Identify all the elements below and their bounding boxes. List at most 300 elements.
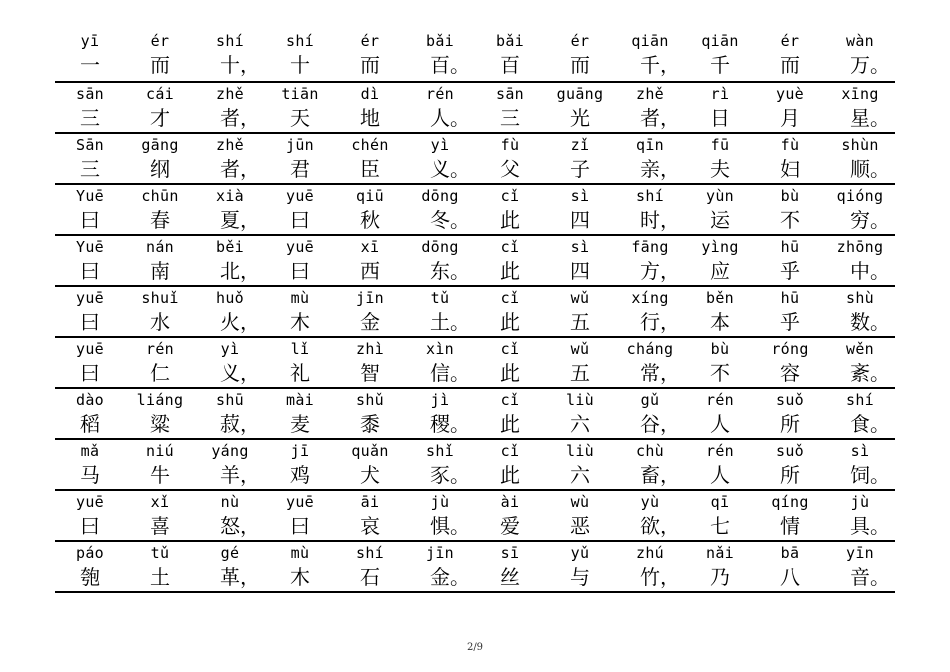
character-cell (55, 491, 125, 540)
character-cell (685, 542, 755, 591)
character-cell (545, 185, 615, 234)
character-cell (755, 185, 825, 234)
hanzi-character: 七 (710, 514, 730, 538)
hanzi-character: 信。 (430, 361, 470, 385)
character-cell (615, 185, 685, 234)
pinyin-label: qī (710, 493, 730, 511)
character-cell (405, 287, 475, 336)
character-cell (265, 287, 335, 336)
hanzi-character: 夫 (710, 157, 730, 181)
pinyin-label: yuē (76, 493, 104, 511)
text-line (55, 491, 895, 542)
pinyin-label: zǐ (570, 136, 590, 154)
hanzi-character: 恶 (570, 514, 590, 538)
hanzi-character: 菽， (220, 412, 260, 436)
pinyin-label: mǎ (80, 442, 100, 460)
character-cell (405, 389, 475, 438)
character-cell (55, 338, 125, 387)
character-cell (615, 83, 685, 132)
character-cell (55, 30, 125, 81)
character-cell (265, 491, 335, 540)
pinyin-label: dōng (421, 238, 459, 256)
page-number: 2/9 (466, 642, 484, 653)
pinyin-label: qiān (701, 32, 739, 50)
hanzi-character: 土 (150, 565, 170, 589)
pinyin-label: cǐ (500, 442, 520, 460)
pinyin-label: cǐ (500, 187, 520, 205)
pinyin-label: zhě (636, 85, 664, 103)
pinyin-label: guāng (556, 85, 604, 103)
character-cell (615, 236, 685, 285)
character-cell (195, 236, 265, 285)
character-cell (545, 389, 615, 438)
pinyin-label: shǔ (356, 391, 384, 409)
character-cell (265, 83, 335, 132)
hanzi-character: 粱 (150, 412, 170, 436)
hanzi-character: 此 (500, 310, 520, 334)
hanzi-character: 臣 (360, 157, 380, 181)
hanzi-character: 豕。 (430, 463, 470, 487)
pinyin-label: wǔ (570, 340, 590, 358)
pinyin-label: gé (220, 544, 240, 562)
pinyin-label: bǎi (426, 32, 454, 50)
character-cell (335, 134, 405, 183)
hanzi-character: 曰 (80, 208, 100, 232)
hanzi-character: 穷。 (850, 208, 890, 232)
hanzi-character: 不 (780, 208, 800, 232)
pinyin-label: shǐ (426, 442, 454, 460)
hanzi-character: 此 (500, 361, 520, 385)
hanzi-character: 妇 (780, 157, 800, 181)
hanzi-character: 北， (220, 259, 260, 283)
character-cell (125, 287, 195, 336)
character-cell (125, 338, 195, 387)
hanzi-character: 应 (710, 259, 730, 283)
pinyin-label: jī (290, 442, 310, 460)
character-cell (475, 185, 545, 234)
hanzi-character: 此 (500, 259, 520, 283)
pinyin-label: gāng (141, 136, 179, 154)
pinyin-label: ài (500, 493, 520, 511)
pinyin-label: yù (640, 493, 660, 511)
character-cell (545, 542, 615, 591)
character-cell (545, 134, 615, 183)
character-cell (405, 236, 475, 285)
character-cell (475, 389, 545, 438)
character-cell (335, 287, 405, 336)
pinyin-label: fù (500, 136, 520, 154)
hanzi-character: 鸡 (290, 463, 310, 487)
character-cell (195, 83, 265, 132)
hanzi-character: 而 (360, 53, 380, 77)
pinyin-label: zhú (636, 544, 664, 562)
character-cell (615, 491, 685, 540)
character-cell (685, 236, 755, 285)
pinyin-label: bǎi (496, 32, 524, 50)
character-cell (755, 440, 825, 489)
character-cell (195, 30, 265, 81)
hanzi-character: 羊， (220, 463, 260, 487)
character-cell (265, 185, 335, 234)
pinyin-label: ér (150, 32, 170, 50)
character-cell (335, 185, 405, 234)
character-cell (825, 338, 895, 387)
hanzi-character: 木 (290, 310, 310, 334)
character-cell (685, 30, 755, 81)
pinyin-label: liáng (136, 391, 184, 409)
character-cell (55, 236, 125, 285)
hanzi-character: 八 (780, 565, 800, 589)
hanzi-character: 本 (710, 310, 730, 334)
hanzi-character: 竹， (640, 565, 680, 589)
hanzi-character: 木 (290, 565, 310, 589)
hanzi-character: 喜 (150, 514, 170, 538)
pinyin-text-grid (55, 30, 895, 593)
pinyin-label: yuē (286, 187, 314, 205)
pinyin-label: zhì (356, 340, 384, 358)
pinyin-label: bù (710, 340, 730, 358)
hanzi-character: 父 (500, 157, 520, 181)
hanzi-character: 十， (220, 53, 260, 77)
character-cell (825, 287, 895, 336)
hanzi-character: 数。 (850, 310, 890, 334)
character-cell (125, 134, 195, 183)
pinyin-label: fāng (631, 238, 669, 256)
pinyin-label: yuē (286, 238, 314, 256)
character-cell (335, 542, 405, 591)
pinyin-label: xíng (631, 289, 669, 307)
character-cell (615, 440, 685, 489)
character-cell (405, 542, 475, 591)
hanzi-character: 稻 (80, 412, 100, 436)
pinyin-label: yǔ (570, 544, 590, 562)
hanzi-character: 月 (780, 106, 800, 130)
pinyin-label: shí (846, 391, 874, 409)
pinyin-label: nù (220, 493, 240, 511)
pinyin-label: yì (220, 340, 240, 358)
pinyin-label: yuē (76, 340, 104, 358)
pinyin-label: róng (771, 340, 809, 358)
character-cell (825, 83, 895, 132)
hanzi-character: 义。 (430, 157, 470, 181)
hanzi-character: 君 (290, 157, 310, 181)
pinyin-label: qíng (771, 493, 809, 511)
character-cell (615, 338, 685, 387)
pinyin-label: bù (780, 187, 800, 205)
hanzi-character: 纲 (150, 157, 170, 181)
character-cell (125, 83, 195, 132)
hanzi-character: 犬 (360, 463, 380, 487)
pinyin-label: cǐ (500, 289, 520, 307)
hanzi-character: 三 (500, 106, 520, 130)
hanzi-character: 而 (780, 53, 800, 77)
hanzi-character: 石 (360, 565, 380, 589)
hanzi-character: 此 (500, 208, 520, 232)
hanzi-character: 此 (500, 412, 520, 436)
hanzi-character: 而 (150, 53, 170, 77)
hanzi-character: 稷。 (430, 412, 470, 436)
text-line (55, 30, 895, 83)
hanzi-character: 欲， (640, 514, 680, 538)
pinyin-label: hū (780, 289, 800, 307)
character-cell (685, 185, 755, 234)
hanzi-character: 天 (290, 106, 310, 130)
hanzi-character: 六 (570, 463, 590, 487)
hanzi-character: 此 (500, 463, 520, 487)
character-cell (55, 185, 125, 234)
pinyin-label: qiān (631, 32, 669, 50)
character-cell (685, 389, 755, 438)
hanzi-character: 水 (150, 310, 170, 334)
character-cell (265, 236, 335, 285)
hanzi-character: 五 (570, 310, 590, 334)
character-cell (405, 30, 475, 81)
character-cell (405, 83, 475, 132)
pinyin-label: chūn (141, 187, 179, 205)
text-line (55, 338, 895, 389)
hanzi-character: 曰 (290, 208, 310, 232)
character-cell (685, 83, 755, 132)
pinyin-label: Yuē (76, 187, 104, 205)
pinyin-label: dào (76, 391, 104, 409)
character-cell (265, 389, 335, 438)
pinyin-label: quǎn (351, 442, 389, 460)
hanzi-character: 乎 (780, 310, 800, 334)
character-cell (475, 440, 545, 489)
character-cell (475, 236, 545, 285)
pinyin-label: rén (146, 340, 174, 358)
hanzi-character: 义， (220, 361, 260, 385)
pinyin-label: yuē (286, 493, 314, 511)
character-cell (545, 287, 615, 336)
hanzi-character: 仁 (150, 361, 170, 385)
pinyin-label: Yuē (76, 238, 104, 256)
pinyin-label: zhě (216, 136, 244, 154)
hanzi-character: 亲， (640, 157, 680, 181)
character-cell (335, 491, 405, 540)
character-cell (475, 491, 545, 540)
hanzi-character: 紊。 (850, 361, 890, 385)
character-cell (545, 440, 615, 489)
character-cell (195, 389, 265, 438)
character-cell (125, 389, 195, 438)
character-cell (405, 491, 475, 540)
character-cell (475, 134, 545, 183)
character-cell (125, 30, 195, 81)
pinyin-label: qīn (636, 136, 664, 154)
character-cell (265, 542, 335, 591)
text-line (55, 389, 895, 440)
character-cell (755, 542, 825, 591)
hanzi-character: 三 (80, 157, 100, 181)
hanzi-character: 火， (220, 310, 260, 334)
pinyin-label: páo (76, 544, 104, 562)
character-cell (195, 134, 265, 183)
hanzi-character: 常， (640, 361, 680, 385)
hanzi-character: 黍 (360, 412, 380, 436)
hanzi-character: 夏， (220, 208, 260, 232)
pinyin-label: yīn (846, 544, 874, 562)
hanzi-character: 四 (570, 259, 590, 283)
pinyin-label: yī (80, 32, 100, 50)
hanzi-character: 子 (570, 157, 590, 181)
pinyin-label: jīn (356, 289, 384, 307)
hanzi-character: 容 (780, 361, 800, 385)
hanzi-character: 方， (640, 259, 680, 283)
hanzi-character: 千， (640, 53, 680, 77)
pinyin-label: sān (76, 85, 104, 103)
character-cell (195, 338, 265, 387)
pinyin-label: běi (216, 238, 244, 256)
text-line (55, 542, 895, 593)
character-cell (265, 30, 335, 81)
hanzi-character: 星。 (850, 106, 890, 130)
character-cell (335, 389, 405, 438)
character-cell (615, 30, 685, 81)
hanzi-character: 千 (710, 53, 730, 77)
hanzi-character: 乎 (780, 259, 800, 283)
hanzi-character: 秋 (360, 208, 380, 232)
character-cell (125, 440, 195, 489)
character-cell (405, 185, 475, 234)
pinyin-label: bā (780, 544, 800, 562)
hanzi-character: 哀 (360, 514, 380, 538)
hanzi-character: 麦 (290, 412, 310, 436)
character-cell (685, 440, 755, 489)
hanzi-character: 五 (570, 361, 590, 385)
pinyin-label: jūn (286, 136, 314, 154)
character-cell (475, 287, 545, 336)
character-cell (685, 287, 755, 336)
hanzi-character: 不 (710, 361, 730, 385)
character-cell (545, 338, 615, 387)
pinyin-label: nán (146, 238, 174, 256)
hanzi-character: 百。 (430, 53, 470, 77)
character-cell (55, 389, 125, 438)
pinyin-label: cái (146, 85, 174, 103)
hanzi-character: 金。 (430, 565, 470, 589)
pinyin-label: shí (356, 544, 384, 562)
character-cell (55, 287, 125, 336)
pinyin-label: cǐ (500, 391, 520, 409)
hanzi-character: 中。 (850, 259, 890, 283)
character-cell (615, 287, 685, 336)
character-cell (685, 338, 755, 387)
hanzi-character: 畜， (640, 463, 680, 487)
pinyin-label: ér (780, 32, 800, 50)
pinyin-label: wù (570, 493, 590, 511)
hanzi-character: 才 (150, 106, 170, 130)
pinyin-label: ér (570, 32, 590, 50)
character-cell (545, 236, 615, 285)
character-cell (405, 134, 475, 183)
hanzi-character: 顺。 (850, 157, 890, 181)
hanzi-character: 乃 (710, 565, 730, 589)
hanzi-character: 人 (710, 412, 730, 436)
character-cell (755, 389, 825, 438)
hanzi-character: 牛 (150, 463, 170, 487)
character-cell (405, 338, 475, 387)
hanzi-character: 人。 (430, 106, 470, 130)
hanzi-character: 南 (150, 259, 170, 283)
hanzi-character: 百 (500, 53, 520, 77)
character-cell (755, 491, 825, 540)
pinyin-label: yuè (776, 85, 804, 103)
pinyin-label: xǐ (150, 493, 170, 511)
hanzi-character: 惧。 (430, 514, 470, 538)
character-cell (55, 542, 125, 591)
pinyin-label: rén (426, 85, 454, 103)
hanzi-character: 万。 (850, 53, 890, 77)
pinyin-label: huǒ (216, 289, 244, 307)
hanzi-character: 饲。 (850, 463, 890, 487)
pinyin-label: ér (360, 32, 380, 50)
hanzi-character: 六 (570, 412, 590, 436)
pinyin-label: jù (850, 493, 870, 511)
pinyin-label: yùn (706, 187, 734, 205)
character-cell (265, 338, 335, 387)
character-cell (125, 542, 195, 591)
pinyin-label: sì (570, 238, 590, 256)
character-cell (195, 491, 265, 540)
character-cell (475, 30, 545, 81)
pinyin-label: shùn (841, 136, 879, 154)
pinyin-label: sān (496, 85, 524, 103)
hanzi-character: 曰 (80, 259, 100, 283)
character-cell (545, 30, 615, 81)
character-cell (475, 83, 545, 132)
hanzi-character: 礼 (290, 361, 310, 385)
pinyin-label: rì (710, 85, 730, 103)
pinyin-label: lǐ (290, 340, 310, 358)
character-cell (755, 83, 825, 132)
hanzi-character: 日 (710, 106, 730, 130)
character-cell (55, 440, 125, 489)
hanzi-character: 曰 (80, 514, 100, 538)
hanzi-character: 曰 (80, 310, 100, 334)
character-cell (195, 440, 265, 489)
hanzi-character: 而 (570, 53, 590, 77)
character-cell (405, 440, 475, 489)
pinyin-label: xìn (426, 340, 454, 358)
character-cell (825, 185, 895, 234)
character-cell (195, 542, 265, 591)
character-cell (55, 83, 125, 132)
pinyin-label: liù (566, 442, 594, 460)
hanzi-character: 四 (570, 208, 590, 232)
hanzi-character: 光 (570, 106, 590, 130)
character-cell (825, 30, 895, 81)
pinyin-label: zhōng (836, 238, 884, 256)
hanzi-character: 食。 (850, 412, 890, 436)
hanzi-character: 音。 (850, 565, 890, 589)
character-cell (615, 389, 685, 438)
character-cell (755, 338, 825, 387)
pinyin-label: xià (216, 187, 244, 205)
text-line (55, 287, 895, 338)
hanzi-character: 所 (780, 412, 800, 436)
text-line (55, 236, 895, 287)
pinyin-label: mài (286, 391, 314, 409)
hanzi-character: 爱 (500, 514, 520, 538)
pinyin-label: suǒ (776, 442, 804, 460)
character-cell (125, 236, 195, 285)
character-cell (335, 440, 405, 489)
character-cell (335, 30, 405, 81)
pinyin-label: yì (430, 136, 450, 154)
pinyin-label: niú (146, 442, 174, 460)
pinyin-label: liù (566, 391, 594, 409)
